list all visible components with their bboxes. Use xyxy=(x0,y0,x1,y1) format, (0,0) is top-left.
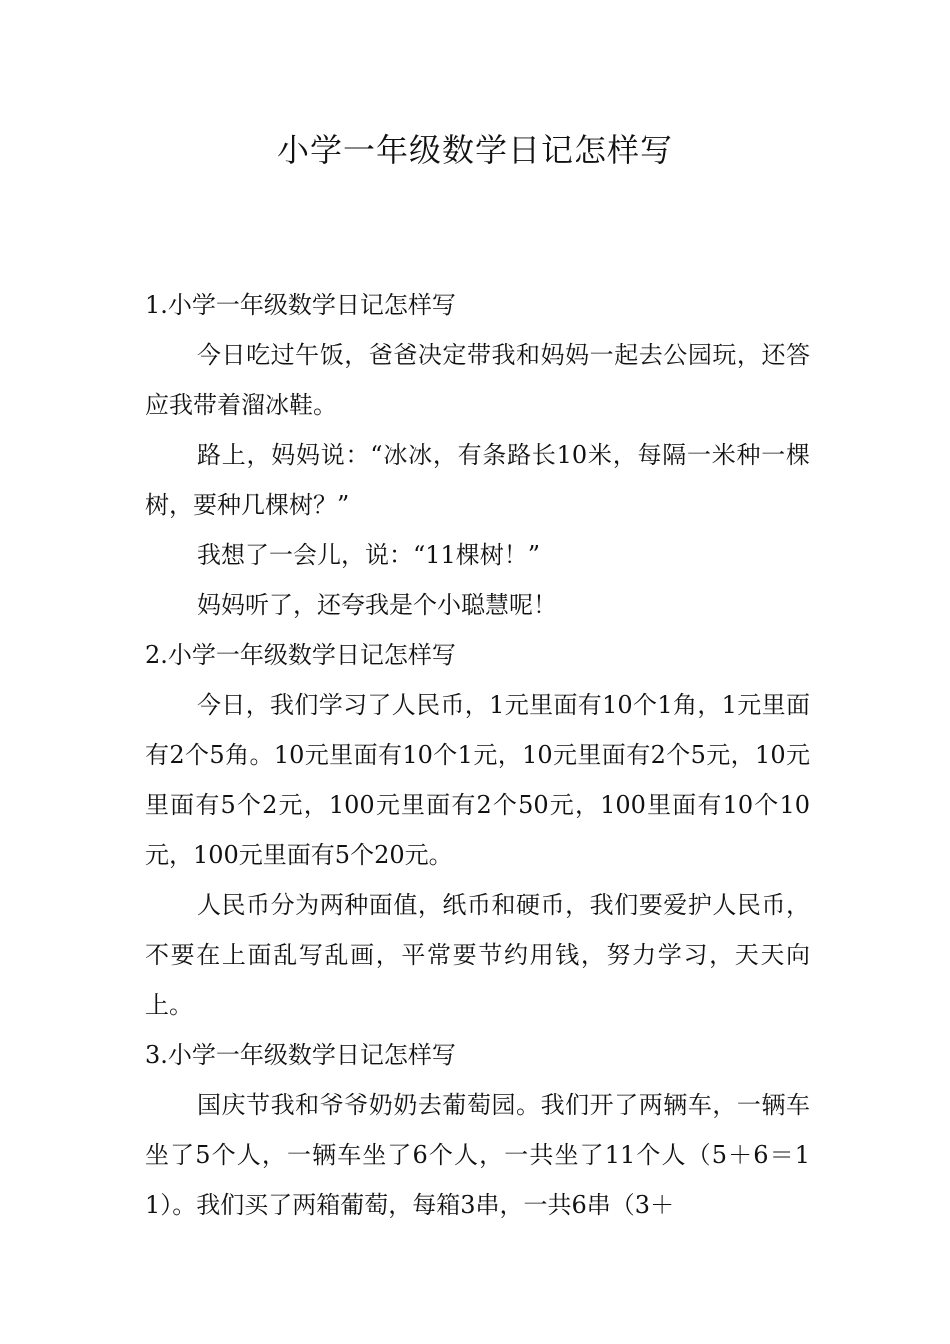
paragraph: 妈妈听了，还夸我是个小聪慧呢！ xyxy=(197,591,557,619)
paragraph: 路上，妈妈说：“冰冰，有条路长10米，每隔一米种一棵树，要种几棵树？” xyxy=(145,441,810,519)
paragraph: 国庆节我和爷爷奶奶去葡萄园。我们开了两辆车，一辆车坐了5个人，一辆车坐了6个人，一共坐了11个人（5＋6＝11）。我们买了两箱葡萄，每箱3串，一共6串（3＋ xyxy=(145,1091,810,1219)
paragraph: 人民币分为两种面值，纸币和硬币，我们要爱护人民币，不要在上面乱写乱画，平常要节约用钱，努力学习，天天向上。 xyxy=(145,891,810,1019)
section-heading: 3.小学一年级数学日记怎样写 xyxy=(145,1041,456,1069)
document-title: 小学一年级数学日记怎样写 xyxy=(276,131,673,169)
document-body xyxy=(145,280,810,1230)
paragraph: 我想了一会儿，说：“11棵树！” xyxy=(197,541,541,569)
paragraph: 今日吃过午饭，爸爸决定带我和妈妈一起去公园玩，还答应我带着溜冰鞋。 xyxy=(145,341,810,419)
section-heading: 2.小学一年级数学日记怎样写 xyxy=(145,641,456,669)
section-heading: 1.小学一年级数学日记怎样写 xyxy=(145,291,456,319)
paragraph: 今日，我们学习了人民币，1元里面有10个1角，1元里面有2个5角。10元里面有10个1元，10元里面有2个5元，10元里面有5个2元，100元里面有2个50元，100里面有10个10元，100元里面有5个20元。 xyxy=(145,691,810,869)
